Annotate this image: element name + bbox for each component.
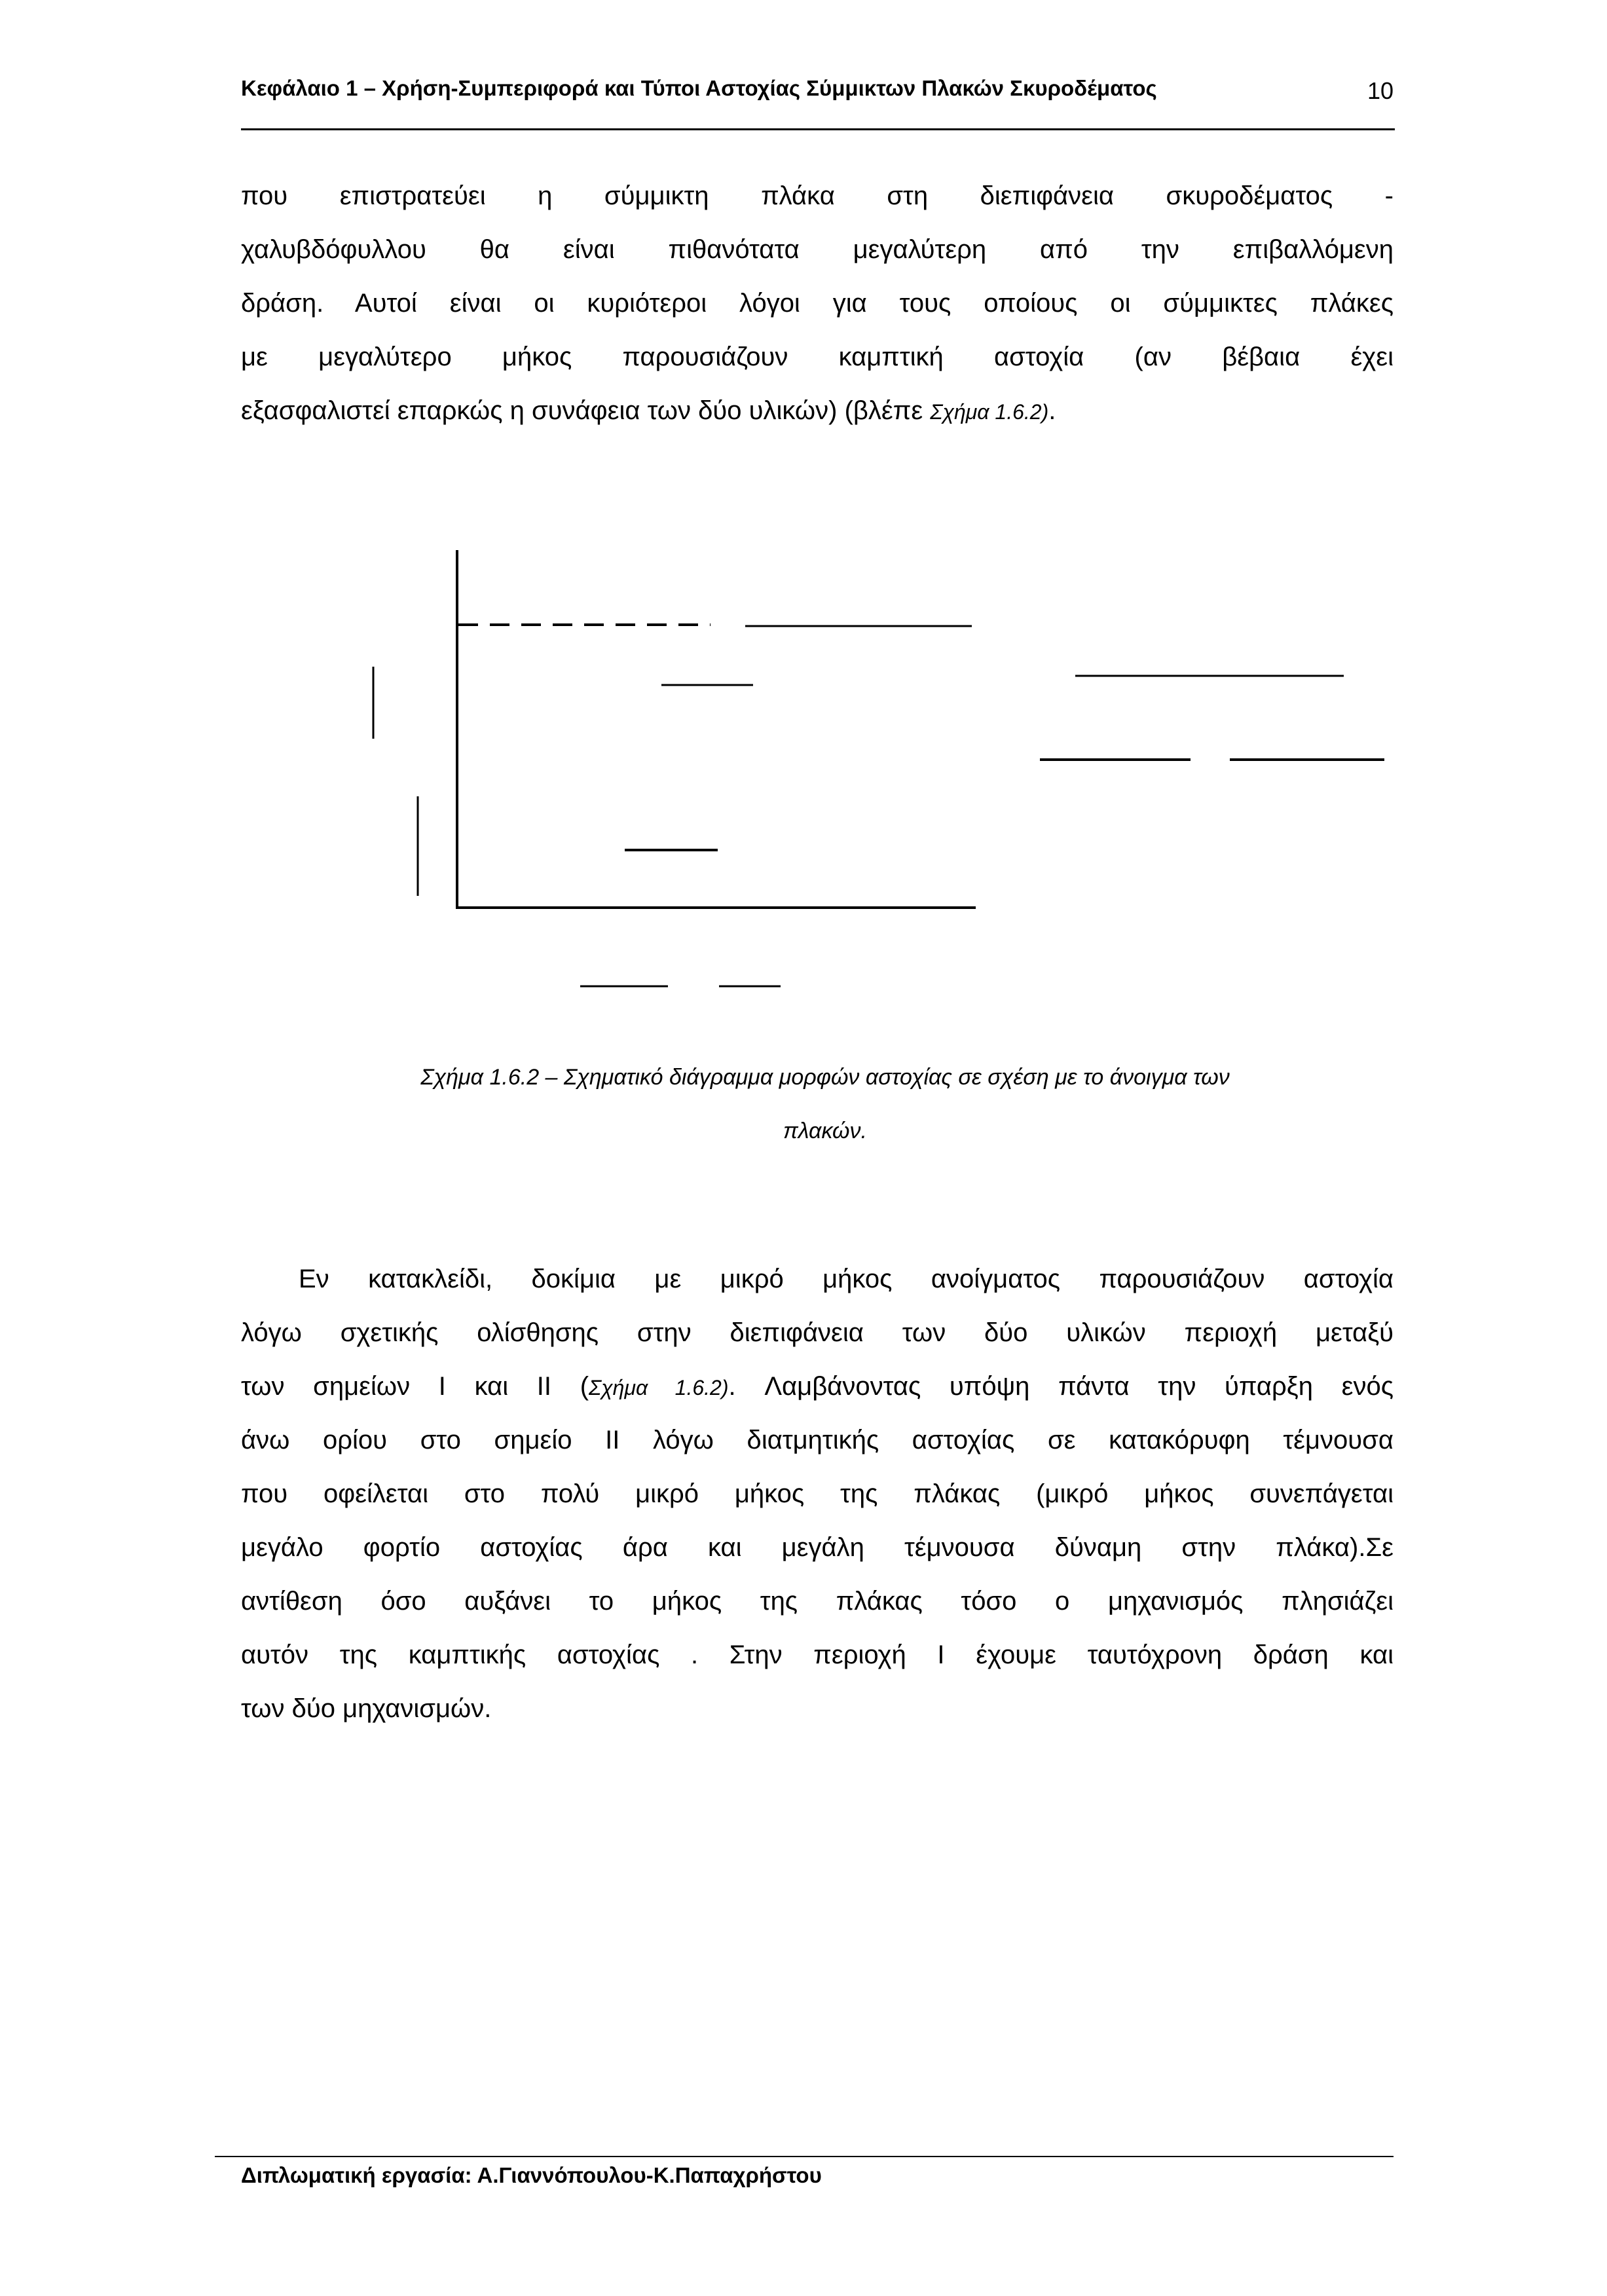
header-rule bbox=[241, 128, 1395, 130]
page-number: 10 bbox=[1367, 77, 1394, 104]
figure-reference: Σχήμα 1.6.2) bbox=[589, 1376, 729, 1399]
paragraph-line: άνω ορίου στο σημείο II λόγω διατμητικής αστοχίας σε κατακόρυφη τέμνουσα bbox=[241, 1426, 1394, 1454]
paragraph-line: χαλυβδόφυλλου θα είναι πιθανότατα μεγαλύτερη από την επιβαλλόμενη bbox=[241, 235, 1394, 264]
paragraph-text: Εν κατακλείδι, δοκίμια με μικρό μήκος ανοίγματος παρουσιάζουν αστοχία bbox=[299, 1265, 1394, 1293]
caption-line: Σχήμα 1.6.2 – Σχηματικό διάγραμμα μορφών αστοχίας σε σχέση με το άνοιγμα των bbox=[420, 1065, 1230, 1090]
paragraph-text: εξασφαλιστεί επαρκώς η συνάφεια των δύο υλικών) (βλέπε bbox=[241, 396, 931, 425]
figure-reference: Σχήμα 1.6.2) bbox=[930, 400, 1049, 424]
paragraph-line: λόγω σχετικής ολίσθησης στην διεπιφάνεια των δύο υλικών περιοχή μεταξύ bbox=[241, 1318, 1394, 1347]
paragraph-conclusion bbox=[241, 1252, 1394, 1735]
failure-mode-diagram bbox=[354, 537, 1401, 1009]
paragraph-line bbox=[241, 384, 1394, 437]
paragraph-line: δράση. Αυτοί είναι οι κυριότεροι λόγοι για τους οποίους οι σύμμικτες πλάκες bbox=[241, 289, 1394, 318]
page-header bbox=[241, 71, 1394, 113]
paragraph-line: αντίθεση όσο αυξάνει το μήκος της πλάκας τόσο ο μηχανισμός πλησιάζει bbox=[241, 1587, 1394, 1616]
paragraph-line bbox=[241, 1360, 1394, 1413]
paragraph-text: . bbox=[1048, 396, 1056, 425]
paragraph-line: που οφείλεται στο πολύ μικρό μήκος της πλάκας (μικρό μήκος συνεπάγεται bbox=[241, 1479, 1394, 1508]
paragraph-line: που επιστρατεύει η σύμμικτη πλάκα στη διεπιφάνεια σκυροδέματος - bbox=[241, 181, 1394, 210]
paragraph-line: αυτόν της καμπτικής αστοχίας . Στην περιοχή I έχουμε ταυτόχρονη δράση και bbox=[241, 1640, 1394, 1669]
paragraph-intro bbox=[241, 169, 1394, 437]
paragraph-line: μεγάλο φορτίο αστοχίας άρα και μεγάλη τέμνουσα δύναμη στην πλάκα).Σε bbox=[241, 1533, 1394, 1562]
paragraph-line: των δύο μηχανισμών. bbox=[241, 1694, 492, 1723]
chapter-title: Κεφάλαιο 1 – Χρήση-Συμπεριφορά και Τύποι Αστοχίας Σύμμικτων Πλακών Σκυροδέματος bbox=[241, 76, 1157, 100]
paragraph-line bbox=[241, 1252, 1394, 1306]
caption-line: πλακών. bbox=[783, 1119, 867, 1143]
figure-caption bbox=[327, 1050, 1323, 1158]
paragraph-line: με μεγαλύτερο μήκος παρουσιάζουν καμπτική αστοχία (αν βέβαια έχει bbox=[241, 343, 1394, 371]
paragraph-text: . Λαμβάνοντας υπόψη πάντα την ύπαρξη ενός bbox=[728, 1372, 1394, 1401]
footer-rule bbox=[215, 2156, 1394, 2157]
paragraph-text: των σημείων I και II ( bbox=[241, 1372, 589, 1401]
footer-authors: Διπλωματική εργασία: Α.Γιαννόπουλου-Κ.Παπαχρήστου bbox=[241, 2163, 822, 2187]
